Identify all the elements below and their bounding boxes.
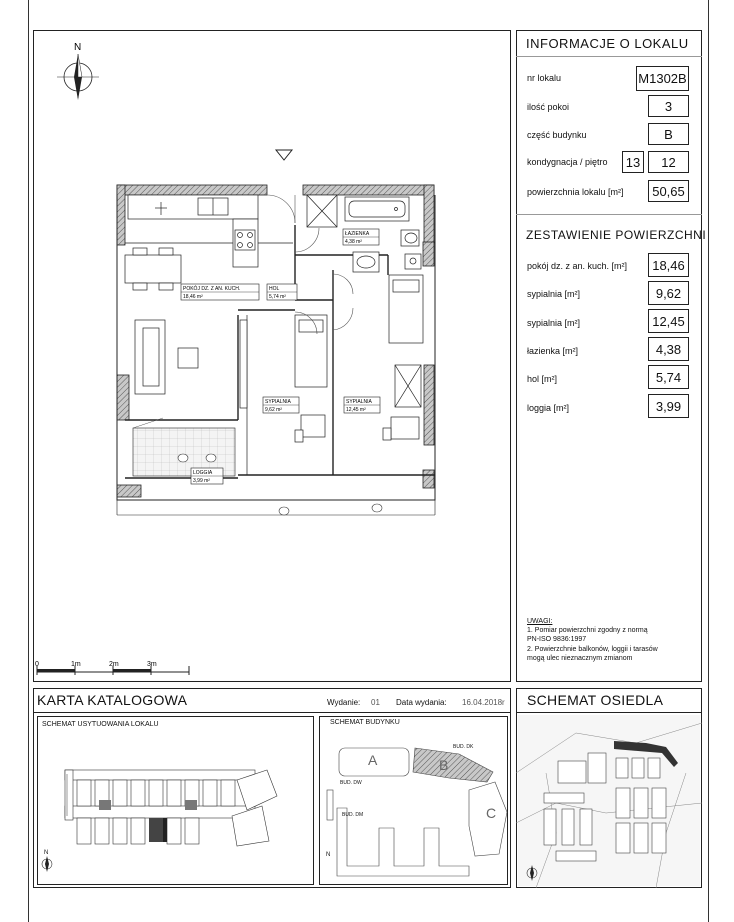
dining-table bbox=[125, 248, 181, 290]
building-dk-label: BUD. DK bbox=[453, 744, 474, 750]
north-arrow-icon bbox=[57, 54, 99, 100]
area-label-bed1: sypialnia [m²] bbox=[527, 289, 581, 299]
bed-1 bbox=[295, 315, 327, 442]
room-area-bed1: 9,62 m² bbox=[265, 407, 282, 413]
info-title: INFORMACJE O LOKALU bbox=[526, 36, 689, 51]
area-label-living: pokój dz. z an. kuch. [m²] bbox=[527, 261, 628, 271]
area-label-bath: łazienka [m²] bbox=[527, 346, 579, 356]
area-label-bed2: sypialnia [m²] bbox=[527, 318, 581, 328]
info-rule-2 bbox=[516, 214, 702, 215]
page-edge-left bbox=[28, 0, 29, 922]
building-scheme-north: N bbox=[326, 852, 331, 858]
date-value: 16.04.2018r bbox=[462, 698, 505, 707]
notes-line-1: 1. Pomiar powierzchni zgodny z normą bbox=[527, 627, 648, 634]
room-name-bath: ŁAZIENKA bbox=[345, 231, 370, 237]
bed-2 bbox=[383, 275, 423, 440]
room-label-loggia bbox=[191, 468, 223, 484]
info-value-floor: 12 bbox=[648, 151, 689, 173]
north-label: N bbox=[74, 42, 82, 53]
building-b-label: B bbox=[439, 757, 449, 773]
room-area-bed2: 12,45 m² bbox=[346, 407, 366, 413]
catalog-title: KARTA KATALOGOWA bbox=[37, 692, 188, 708]
room-area-bath: 4,38 m² bbox=[345, 239, 362, 245]
area-value-living: 18,46 bbox=[648, 253, 689, 277]
info-label-rooms: ilość pokoi bbox=[527, 102, 570, 112]
notes-line-2: PN-ISO 9836:1997 bbox=[527, 636, 587, 643]
unit-scheme-north: N bbox=[44, 850, 49, 856]
notes-line-3: 2. Powierzchnie balkonów, loggii i tarasów bbox=[527, 646, 658, 653]
building-scheme-drawing bbox=[319, 716, 508, 885]
area-label-hall: hol [m²] bbox=[527, 374, 558, 384]
info-value-area: 50,65 bbox=[648, 180, 689, 202]
room-area-loggia: 3,99 m² bbox=[193, 478, 210, 484]
area-value-bed1: 9,62 bbox=[648, 281, 689, 305]
room-area-hall: 5,74 m² bbox=[269, 294, 286, 300]
area-value-bath: 4,38 bbox=[648, 337, 689, 361]
area-value-loggia: 3,99 bbox=[648, 394, 689, 418]
area-value-hall: 5,74 bbox=[648, 365, 689, 389]
scale-label-1m: 1m bbox=[71, 661, 81, 668]
edition-label: Wydanie: bbox=[327, 698, 361, 707]
building-scheme-title: SCHEMAT BUDYNKU bbox=[330, 719, 400, 726]
room-name-living: POKÓJ DZ. Z AN. KUCH. bbox=[183, 286, 241, 292]
info-label-unit: nr lokalu bbox=[527, 73, 562, 83]
info-label-floor: kondygnacja / piętro bbox=[527, 157, 608, 167]
building-c-label: C bbox=[486, 805, 497, 821]
estate-title: SCHEMAT OSIEDLA bbox=[527, 692, 664, 708]
date-label: Data wydania: bbox=[396, 698, 447, 707]
room-label-hall bbox=[267, 284, 297, 300]
edition-value: 01 bbox=[371, 698, 380, 707]
catalog-title-rule bbox=[33, 712, 511, 713]
unit-scheme-drawing bbox=[37, 716, 314, 885]
building-dm-label: BUD. DM bbox=[342, 812, 364, 818]
scale-label-0: 0 bbox=[35, 661, 39, 668]
room-name-bed1: SYPIALNIA bbox=[265, 399, 291, 405]
area-label-loggia: loggia [m²] bbox=[527, 403, 570, 413]
info-title-rule bbox=[516, 56, 702, 57]
room-name-hall: HOL bbox=[269, 286, 280, 292]
area-value-bed2: 12,45 bbox=[648, 309, 689, 333]
entrance-marker-icon bbox=[276, 150, 292, 160]
scale-label-2m: 2m bbox=[109, 661, 119, 668]
info-label-part: część budynku bbox=[527, 130, 587, 140]
info-value-rooms: 3 bbox=[648, 95, 689, 117]
room-name-bed2: SYPIALNIA bbox=[346, 399, 372, 405]
room-label-living bbox=[181, 284, 259, 300]
info-value-part: B bbox=[648, 123, 689, 145]
info-label-area: powierzchnia lokalu [m²] bbox=[527, 187, 624, 197]
areas-title: ZESTAWIENIE POWIERZCHNI bbox=[526, 228, 707, 242]
room-label-bath bbox=[343, 229, 379, 245]
room-name-loggia: LOGGIA bbox=[193, 470, 213, 476]
scale-label-3m: 3m bbox=[147, 661, 157, 668]
notes-title: UWAGI: bbox=[527, 618, 553, 625]
notes-line-4: mogą ulec nieznacznym zmianom bbox=[527, 655, 633, 662]
info-value-unit: M1302B bbox=[636, 66, 689, 91]
floor-plan bbox=[33, 30, 511, 682]
sofa bbox=[135, 320, 247, 408]
room-label-bed2 bbox=[344, 397, 380, 413]
room-label-bed1 bbox=[263, 397, 299, 413]
unit-scheme-title: SCHEMAT USYTUOWANIA LOKALU bbox=[42, 721, 159, 728]
info-value-storey: 13 bbox=[622, 151, 644, 173]
estate-scheme-map bbox=[516, 713, 702, 888]
page-edge-right bbox=[708, 0, 709, 922]
building-a-label: A bbox=[368, 752, 378, 768]
room-area-living: 18,46 m² bbox=[183, 294, 203, 300]
building-dw-label: BUD. DW bbox=[340, 780, 362, 786]
